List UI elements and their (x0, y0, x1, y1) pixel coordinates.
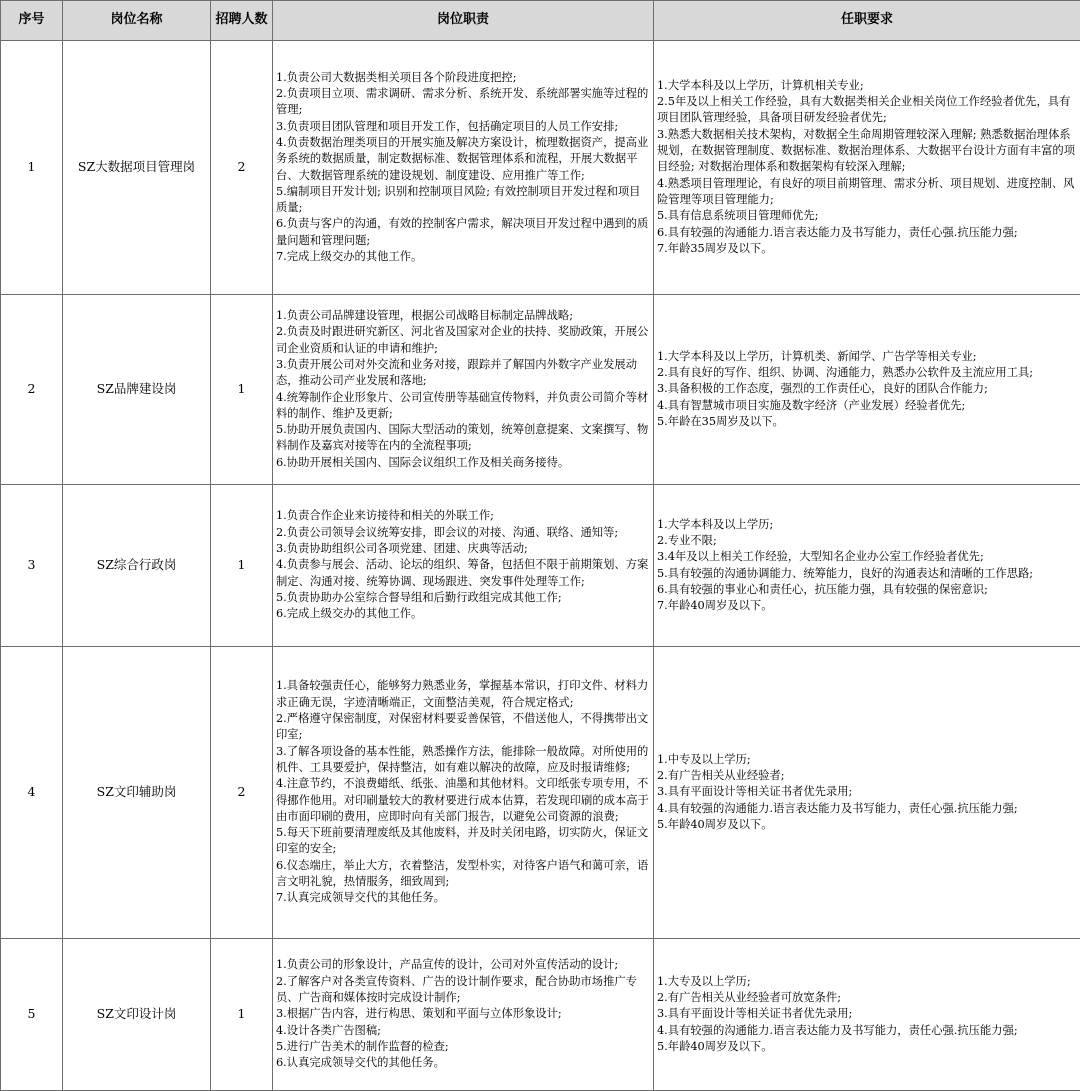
list-item: 1.大学本科及以上学历，计算机类、新闻学、广告学等相关专业; (657, 349, 1077, 365)
list-item: 2.5年及以上相关工作经验，具有大数据类相关企业相关岗位工作经验者优先，具有项目团队管理经验，具备项目研发经验者优先; (657, 94, 1077, 127)
list-item: 3.具有平面设计等相关证书者优先录用; (657, 1006, 1077, 1022)
row-headcount: 2 (211, 41, 273, 295)
list-item: 1.大专及以上学历; (657, 974, 1077, 990)
list-item: 5.具有信息系统项目管理师优先; (657, 208, 1077, 224)
row-headcount: 2 (211, 647, 273, 939)
list-item: 5.编制项目开发计划; 识别和控制项目风险; 有效控制项目开发过程和项目质量; (276, 184, 650, 217)
list-item: 4.具有智慧城市项目实施及数字经济（产业发展）经验者优先; (657, 398, 1077, 414)
list-item: 3.4年及以上相关工作经验，大型知名企业办公室工作经验者优先; (657, 549, 1077, 565)
list-item: 6.负责与客户的沟通，有效的控制客户需求，解决项目开发过程中遇到的质量问题和管理问题; (276, 216, 650, 249)
row-no: 5 (1, 939, 63, 1091)
list-item: 5.负责协助办公室综合督导组和后勤行政组完成其他工作; (276, 590, 650, 606)
list-item: 7.完成上级交办的其他工作。 (276, 249, 650, 265)
list-item: 5.每天下班前要清理废纸及其他废料，并及时关闭电路，切实防火，保证文印室的安全; (276, 825, 650, 858)
list-item: 2.具有良好的写作、组织、协调、沟通能力，熟悉办公软件及主流应用工具; (657, 365, 1077, 381)
table-row (1, 295, 1080, 485)
item-list (657, 752, 1077, 833)
row-headcount: 1 (211, 939, 273, 1091)
list-item: 5.年龄40周岁及以下。 (657, 817, 1077, 833)
list-item: 6.认真完成领导交代的其他任务。 (276, 1055, 650, 1071)
row-no: 4 (1, 647, 63, 939)
list-item: 6.仪态端庄，举止大方，衣着整洁，发型朴实，对待客户语气和蔼可亲，语言文明礼貌，热情服务，细致周到; (276, 858, 650, 891)
item-list (657, 974, 1077, 1055)
row-requirements (654, 939, 1080, 1091)
list-item: 4.注意节约，不浪费蜡纸、纸张、油墨和其他材料。文印纸张专项专用，不得挪作他用。对印刷量较大的教材要进行成本估算，若发现印刷的成本高于由市面印刷的费用，应即时向有关部门报告，以避免公司资源的浪费; (276, 776, 650, 825)
list-item: 7.认真完成领导交代的其他任务。 (276, 890, 650, 906)
list-item: 1.负责公司的形象设计，产品宣传的设计，公司对外宣传活动的设计; (276, 957, 650, 973)
table-row (1, 939, 1080, 1091)
list-item: 4.设计各类广告图稿; (276, 1023, 650, 1039)
list-item: 5.协助开展负责国内、国际大型活动的策划，统筹创意提案、文案撰写、物料制作及嘉宾对接等在内的全流程事项; (276, 422, 650, 455)
list-item: 6.协助开展相关国内、国际会议组织工作及相关商务接待。 (276, 455, 650, 471)
list-item: 2.负责及时跟进研究新区、河北省及国家对企业的扶持、奖励政策，开展公司企业资质和认证的申请和维护; (276, 324, 650, 357)
list-item: 3.了解各项设备的基本性能，熟悉操作方法，能排除一般故障。对所使用的机件、工具要爱护，保持整洁，如有难以解决的故障，应及时报请维修; (276, 744, 650, 777)
row-requirements (654, 485, 1080, 647)
list-item: 4.熟悉项目管理理论，有良好的项目前期管理、需求分析、项目规划、进度控制、风险管理等项目管理能力; (657, 176, 1077, 209)
list-item: 1.中专及以上学历; (657, 752, 1077, 768)
item-list (657, 517, 1077, 615)
list-item: 3.具有平面设计等相关证书者优先录用; (657, 784, 1077, 800)
list-item: 4.负责参与展会、活动、论坛的组织、筹备，包括但不限于前期策划、方案制定、沟通对接、统筹协调、现场跟进、突发事件处理等工作; (276, 557, 650, 590)
list-item: 1.具备较强责任心，能够努力熟悉业务，掌握基本常识，打印文件、材料力求正确无误，字迹清晰端正，文面整洁美观，符合规定格式; (276, 678, 650, 711)
list-item: 7.年龄35周岁及以下。 (657, 241, 1077, 257)
row-position: SZ大数据项目管理岗 (63, 41, 211, 295)
list-item: 1.负责公司品牌建设管理，根据公司战略目标制定品牌战略; (276, 308, 650, 324)
list-item: 4.具有较强的沟通能力.语言表达能力及书写能力，责任心强.抗压能力强; (657, 1023, 1077, 1039)
item-list (657, 349, 1077, 430)
list-item: 4.具有较强的沟通能力.语言表达能力及书写能力，责任心强.抗压能力强; (657, 801, 1077, 817)
row-position: SZ文印设计岗 (63, 939, 211, 1091)
table-row (1, 647, 1080, 939)
row-position: SZ综合行政岗 (63, 485, 211, 647)
list-item: 3.负责项目团队管理和项目开发工作，包括确定项目的人员工作安排; (276, 119, 650, 135)
list-item: 6.完成上级交办的其他工作。 (276, 606, 650, 622)
list-item: 1.负责合作企业来访接待和相关的外联工作; (276, 508, 650, 524)
row-duties (273, 295, 654, 485)
list-item: 2.专业不限; (657, 533, 1077, 549)
list-item: 6.具有较强的沟通能力.语言表达能力及书写能力，责任心强.抗压能力强; (657, 225, 1077, 241)
row-no: 1 (1, 41, 63, 295)
list-item: 6.具有较强的事业心和责任心，抗压能力强，具有较强的保密意识; (657, 582, 1077, 598)
item-list (276, 678, 650, 906)
row-position: SZ文印辅助岗 (63, 647, 211, 939)
list-item: 3.负责协助组织公司各项党建、团建、庆典等活动; (276, 541, 650, 557)
list-item: 2.负责公司领导会议统筹安排，即会议的对接、沟通、联络、通知等; (276, 525, 650, 541)
header-row (1, 1, 1080, 41)
header-duties: 岗位职责 (273, 1, 654, 41)
list-item: 1.负责公司大数据类相关项目各个阶段进度把控; (276, 70, 650, 86)
header-headcount: 招聘人数 (211, 1, 273, 41)
row-headcount: 1 (211, 485, 273, 647)
row-duties (273, 41, 654, 295)
list-item: 2.有广告相关从业经验者; (657, 768, 1077, 784)
row-requirements (654, 295, 1080, 485)
item-list (276, 70, 650, 266)
row-headcount: 1 (211, 295, 273, 485)
item-list (657, 78, 1077, 257)
list-item: 3.负责开展公司对外交流和业务对接，跟踪并了解国内外数字产业发展动态，推动公司产业发展和落地; (276, 357, 650, 390)
header-position: 岗位名称 (63, 1, 211, 41)
list-item: 5.进行广告美术的制作监督的检查; (276, 1039, 650, 1055)
list-item: 5.年龄40周岁及以下。 (657, 1039, 1077, 1055)
row-no: 2 (1, 295, 63, 485)
list-item: 7.年龄40周岁及以下。 (657, 598, 1077, 614)
list-item: 3.熟悉大数据相关技术架构，对数据全生命周期管理较深入理解; 熟悉数据治理体系规划，在数据管理制度、数据标准、数据治理体系、大数据平台设计方面有丰富的项目经验; 对数据治理体系和数据架构有较深入理解; (657, 127, 1077, 176)
list-item: 1.大学本科及以上学历，计算机相关专业; (657, 78, 1077, 94)
list-item: 5.具有较强的沟通协调能力、统筹能力，良好的沟通表达和清晰的工作思路; (657, 566, 1077, 582)
row-requirements (654, 41, 1080, 295)
row-duties (273, 939, 654, 1091)
list-item: 1.大学本科及以上学历; (657, 517, 1077, 533)
row-position: SZ品牌建设岗 (63, 295, 211, 485)
row-duties (273, 647, 654, 939)
list-item: 4.负责数据治理类项目的开展实施及解决方案设计，梳理数据资产，提高业务系统的数据质量，制定数据标准、数据管理体系和流程，开展大数据平台、大数据管理系统的建设规划、制度建设、应用推广等工作; (276, 135, 650, 184)
list-item: 5.年龄在35周岁及以下。 (657, 414, 1077, 430)
row-duties (273, 485, 654, 647)
item-list (276, 957, 650, 1071)
list-item: 2.有广告相关从业经验者可放宽条件; (657, 990, 1077, 1006)
table-row (1, 41, 1080, 295)
table-row (1, 485, 1080, 647)
list-item: 4.统筹制作企业形象片、公司宣传册等基础宣传物料，并负责公司简介等材料的制作、维护及更新; (276, 390, 650, 423)
item-list (276, 308, 650, 471)
list-item: 2.严格遵守保密制度，对保密材料要妥善保管，不借送他人，不得携带出文印室; (276, 711, 650, 744)
list-item: 3.根据广告内容，进行构思、策划和平面与立体形象设计; (276, 1006, 650, 1022)
list-item: 3.具备积极的工作态度，强烈的工作责任心，良好的团队合作能力; (657, 381, 1077, 397)
header-requirements: 任职要求 (654, 1, 1080, 41)
item-list (276, 508, 650, 622)
row-no: 3 (1, 485, 63, 647)
list-item: 2.了解客户对各类宣传资料、广告的设计制作要求，配合协助市场推广专员、广告商和媒体按时完成设计制作; (276, 974, 650, 1007)
list-item: 2.负责项目立项、需求调研、需求分析、系统开发、系统部署实施等过程的管理; (276, 86, 650, 119)
row-requirements (654, 647, 1080, 939)
header-no: 序号 (1, 1, 63, 41)
